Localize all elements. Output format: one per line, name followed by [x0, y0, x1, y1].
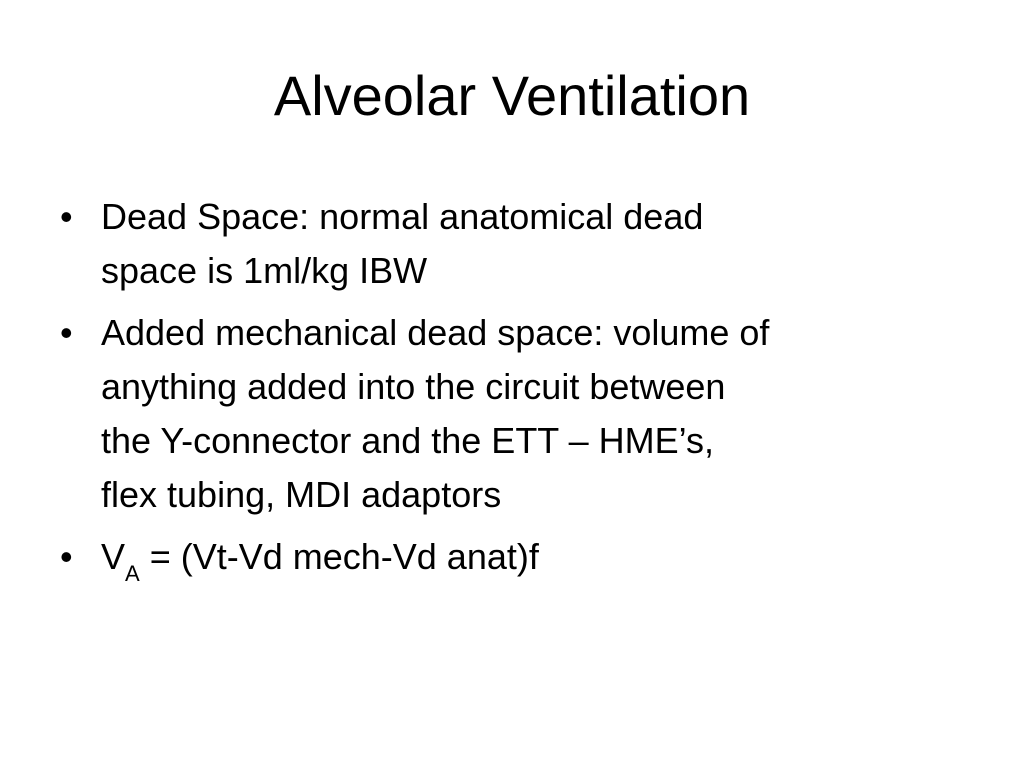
slide-title: Alveolar Ventilation [273, 64, 751, 127]
formula-subscript: A [125, 561, 140, 586]
bullet-line: Added mechanical dead space: volume of [101, 312, 770, 353]
bullet-icon: • [60, 312, 73, 353]
bullet-dead-space [60, 190, 980, 298]
bullet-formula [60, 530, 980, 589]
bullet-icon: • [60, 536, 73, 577]
bullet-line: flex tubing, MDI adaptors [101, 474, 502, 515]
bullet-list [60, 190, 980, 597]
bullet-mechanical-dead-space [60, 306, 980, 522]
bullet-line: Dead Space: normal anatomical dead [101, 196, 704, 237]
bullet-line: anything added into the circuit between [101, 366, 726, 407]
bullet-line: space is 1ml/kg IBW [101, 250, 428, 291]
formula-expression: = (Vt-Vd mech-Vd anat)f [139, 536, 539, 577]
formula-symbol: V [101, 536, 126, 577]
bullet-line: the Y-connector and the ETT – HME’s, [101, 420, 715, 461]
bullet-icon: • [60, 196, 73, 237]
